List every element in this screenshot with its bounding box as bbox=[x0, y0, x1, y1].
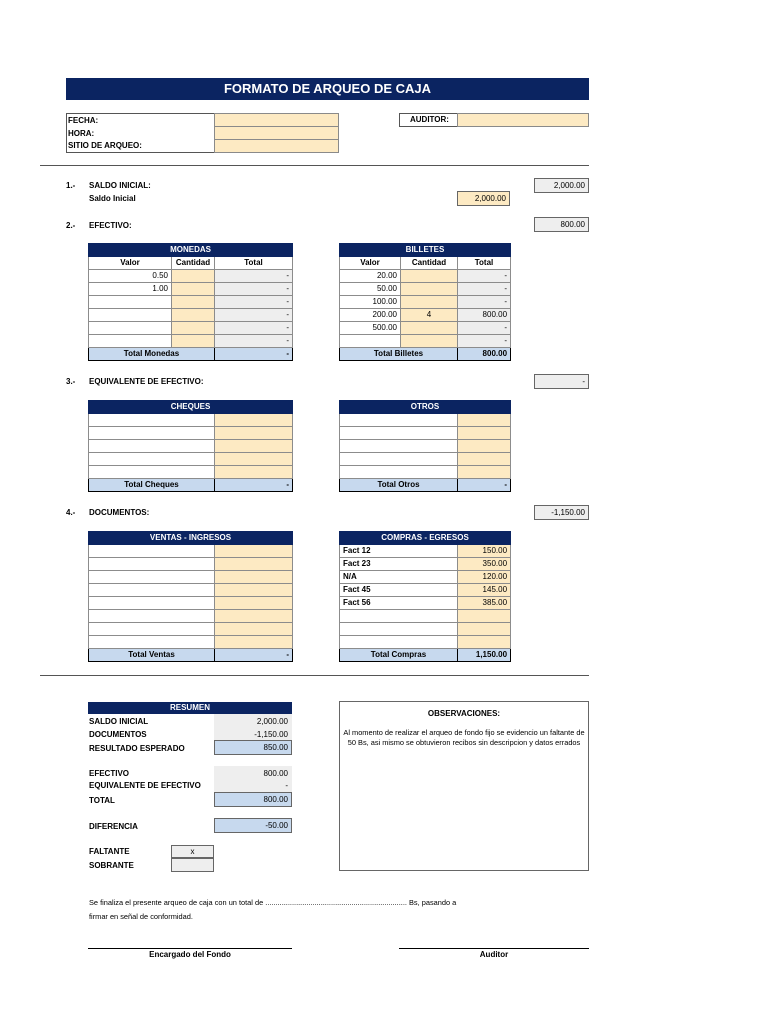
compra-desc[interactable]: Fact 45 bbox=[340, 584, 458, 597]
section-3-number: 3.- bbox=[66, 377, 76, 386]
billetes-cantidad-input[interactable] bbox=[401, 322, 458, 335]
compra-value[interactable] bbox=[458, 636, 511, 649]
venta-value-input[interactable] bbox=[215, 623, 293, 636]
table-row bbox=[340, 597, 511, 610]
otros-desc-input[interactable] bbox=[340, 427, 458, 440]
compra-value[interactable] bbox=[458, 623, 511, 636]
venta-value-input[interactable] bbox=[215, 636, 293, 649]
otros-desc-input[interactable] bbox=[340, 453, 458, 466]
cheque-desc-input[interactable] bbox=[89, 453, 215, 466]
footer-statement-line1: Se finaliza el presente arqueo de caja con un total de ..................................................................... Bs, pasando a bbox=[89, 898, 457, 907]
monedas-title: MONEDAS bbox=[89, 244, 293, 257]
otros-total-label: Total Otros bbox=[340, 479, 458, 492]
billetes-total: - bbox=[458, 335, 511, 348]
monedas-total: - bbox=[215, 322, 293, 335]
cheque-desc-input[interactable] bbox=[89, 440, 215, 453]
table-row bbox=[89, 427, 293, 440]
monedas-col-valor: Valor bbox=[89, 257, 172, 270]
sitio-label: SITIO DE ARQUEO: bbox=[68, 141, 142, 150]
observaciones-text[interactable]: Al momento de realizar el arqueo de fondo fijo se evidencio un faltante de 50 Bs, asi mismo se obtuvieron recibos sin descripcion y datos errados bbox=[343, 728, 585, 747]
section-1-total: 2,000.00 bbox=[534, 178, 589, 193]
ventas-title: VENTAS - INGRESOS bbox=[89, 532, 293, 545]
monedas-col-total: Total bbox=[215, 257, 293, 270]
resumen-doc-value: -1,150.00 bbox=[214, 727, 292, 742]
monedas-cantidad-input[interactable] bbox=[172, 283, 215, 296]
billetes-total-row bbox=[340, 348, 511, 361]
cheque-desc-input[interactable] bbox=[89, 414, 215, 427]
otros-desc-input[interactable] bbox=[340, 414, 458, 427]
divider-top bbox=[40, 165, 589, 166]
billetes-total: - bbox=[458, 296, 511, 309]
billetes-total-value: 800.00 bbox=[458, 348, 511, 361]
venta-value-input[interactable] bbox=[215, 545, 293, 558]
section-4-number: 4.- bbox=[66, 508, 76, 517]
cheque-desc-input[interactable] bbox=[89, 427, 215, 440]
billetes-col-valor: Valor bbox=[340, 257, 401, 270]
table-row bbox=[89, 584, 293, 597]
otros-value-input[interactable] bbox=[458, 414, 511, 427]
table-row bbox=[340, 283, 511, 296]
section-4-total: -1,150.00 bbox=[534, 505, 589, 520]
billetes-cantidad-input[interactable] bbox=[401, 296, 458, 309]
monedas-valor bbox=[89, 309, 172, 322]
signature-line-right bbox=[399, 948, 589, 949]
venta-desc-input[interactable] bbox=[89, 571, 215, 584]
table-row bbox=[89, 545, 293, 558]
table-row bbox=[89, 414, 293, 427]
monedas-cantidad-input[interactable] bbox=[172, 270, 215, 283]
resumen-esperado-label: RESULTADO ESPERADO bbox=[89, 744, 185, 753]
compras-title: COMPRAS - EGRESOS bbox=[340, 532, 511, 545]
resumen-doc-label: DOCUMENTOS bbox=[89, 730, 147, 739]
signature-line-left bbox=[88, 948, 292, 949]
table-row bbox=[340, 623, 511, 636]
cheques-total-label: Total Cheques bbox=[89, 479, 215, 492]
resumen-diferencia-label: DIFERENCIA bbox=[89, 822, 138, 831]
compra-desc[interactable]: Fact 56 bbox=[340, 597, 458, 610]
table-row bbox=[340, 545, 511, 558]
observaciones-box bbox=[339, 701, 589, 871]
billetes-cantidad-input[interactable] bbox=[401, 335, 458, 348]
billetes-valor: 20.00 bbox=[340, 270, 401, 283]
section-2-label: EFECTIVO: bbox=[89, 221, 132, 230]
table-row bbox=[89, 623, 293, 636]
section-1-number: 1.- bbox=[66, 181, 76, 190]
otros-value-input[interactable] bbox=[458, 466, 511, 479]
billetes-total: - bbox=[458, 270, 511, 283]
section-2-total: 800.00 bbox=[534, 217, 589, 232]
table-row bbox=[340, 636, 511, 649]
billetes-valor: 50.00 bbox=[340, 283, 401, 296]
table-row bbox=[340, 414, 511, 427]
table-row bbox=[340, 322, 511, 335]
cheque-value-input[interactable] bbox=[215, 427, 293, 440]
resumen-efectivo-value: 800.00 bbox=[214, 766, 292, 781]
venta-desc-input[interactable] bbox=[89, 584, 215, 597]
table-row bbox=[340, 453, 511, 466]
compra-desc[interactable] bbox=[340, 623, 458, 636]
cheques-table bbox=[88, 400, 293, 492]
section-1-label: SALDO INICIAL: bbox=[89, 181, 151, 190]
ventas-total-row bbox=[89, 649, 293, 662]
table-row bbox=[340, 270, 511, 283]
compra-desc[interactable]: N/A bbox=[340, 571, 458, 584]
monedas-total-row bbox=[89, 348, 293, 361]
compras-total-value: 1,150.00 bbox=[458, 649, 511, 662]
billetes-valor: 500.00 bbox=[340, 322, 401, 335]
hora-label: HORA: bbox=[68, 129, 95, 138]
compras-table bbox=[339, 531, 511, 662]
billetes-title: BILLETES bbox=[340, 244, 511, 257]
monedas-valor: 0.50 bbox=[89, 270, 172, 283]
resumen-efectivo-label: EFECTIVO bbox=[89, 769, 130, 778]
monedas-total: - bbox=[215, 270, 293, 283]
table-row bbox=[89, 453, 293, 466]
faltante-checkbox[interactable]: x bbox=[171, 845, 214, 858]
otros-desc-input[interactable] bbox=[340, 466, 458, 479]
billetes-valor: 100.00 bbox=[340, 296, 401, 309]
section-4-label: DOCUMENTOS: bbox=[89, 508, 150, 517]
compra-value[interactable]: 350.00 bbox=[458, 558, 511, 571]
billetes-total: - bbox=[458, 283, 511, 296]
resumen-equiv-label: EQUIVALENTE DE EFECTIVO bbox=[89, 781, 201, 790]
auditor-label-box: AUDITOR: bbox=[399, 113, 458, 127]
compra-desc[interactable]: Fact 23 bbox=[340, 558, 458, 571]
otros-table bbox=[339, 400, 511, 492]
table-row bbox=[89, 283, 293, 296]
table-row bbox=[89, 296, 293, 309]
venta-desc-input[interactable] bbox=[89, 623, 215, 636]
auditor-field[interactable] bbox=[457, 113, 589, 127]
table-row bbox=[340, 296, 511, 309]
compra-value[interactable]: 120.00 bbox=[458, 571, 511, 584]
table-row bbox=[340, 466, 511, 479]
compra-value[interactable] bbox=[458, 610, 511, 623]
table-row bbox=[340, 335, 511, 348]
compra-desc[interactable] bbox=[340, 636, 458, 649]
ventas-total-value: - bbox=[215, 649, 293, 662]
compra-desc[interactable] bbox=[340, 610, 458, 623]
billetes-valor: 200.00 bbox=[340, 309, 401, 322]
cheques-total-value: - bbox=[215, 479, 293, 492]
billetes-total: 800.00 bbox=[458, 309, 511, 322]
monedas-total: - bbox=[215, 283, 293, 296]
cheques-title: CHEQUES bbox=[89, 401, 293, 414]
compra-desc[interactable]: Fact 12 bbox=[340, 545, 458, 558]
monedas-valor bbox=[89, 322, 172, 335]
billetes-total-label: Total Billetes bbox=[340, 348, 458, 361]
section-2-number: 2.- bbox=[66, 221, 76, 230]
billetes-total: - bbox=[458, 322, 511, 335]
otros-total-value: - bbox=[458, 479, 511, 492]
signature-label-left: Encargado del Fondo bbox=[149, 950, 231, 959]
table-row bbox=[89, 309, 293, 322]
compras-total-label: Total Compras bbox=[340, 649, 458, 662]
monedas-total-value: - bbox=[215, 348, 293, 361]
table-row bbox=[89, 270, 293, 283]
fecha-field[interactable] bbox=[214, 113, 339, 127]
ventas-table bbox=[88, 531, 293, 662]
otros-value-input[interactable] bbox=[458, 440, 511, 453]
hora-field[interactable] bbox=[214, 126, 339, 140]
sobrante-checkbox[interactable] bbox=[171, 858, 214, 872]
table-row bbox=[89, 558, 293, 571]
compras-total-row bbox=[340, 649, 511, 662]
cheque-desc-input[interactable] bbox=[89, 466, 215, 479]
venta-value-input[interactable] bbox=[215, 558, 293, 571]
table-row bbox=[89, 571, 293, 584]
monedas-col-cantidad: Cantidad bbox=[172, 257, 215, 270]
resumen-title: RESUMEN bbox=[88, 702, 292, 714]
table-row bbox=[340, 427, 511, 440]
billetes-valor bbox=[340, 335, 401, 348]
resumen-total-label: TOTAL bbox=[89, 796, 115, 805]
venta-desc-input[interactable] bbox=[89, 610, 215, 623]
venta-desc-input[interactable] bbox=[89, 636, 215, 649]
table-row bbox=[89, 597, 293, 610]
saldo-inicial-sub-label: Saldo Inicial bbox=[89, 194, 136, 203]
footer-statement-line2: firmar en señal de conformidad. bbox=[89, 912, 193, 921]
billetes-col-cantidad: Cantidad bbox=[401, 257, 458, 270]
resumen-diferencia-value: -50.00 bbox=[214, 818, 292, 833]
saldo-inicial-input[interactable]: 2,000.00 bbox=[457, 191, 510, 206]
billetes-cantidad-input[interactable] bbox=[401, 283, 458, 296]
billetes-cantidad-input[interactable]: 4 bbox=[401, 309, 458, 322]
section-3-label: EQUIVALENTE DE EFECTIVO: bbox=[89, 377, 204, 386]
cheques-total-row bbox=[89, 479, 293, 492]
compra-value[interactable]: 385.00 bbox=[458, 597, 511, 610]
table-row bbox=[89, 610, 293, 623]
otros-value-input[interactable] bbox=[458, 427, 511, 440]
resumen-total-value: 800.00 bbox=[214, 792, 292, 807]
sitio-field[interactable] bbox=[214, 139, 339, 153]
table-row bbox=[89, 636, 293, 649]
venta-desc-input[interactable] bbox=[89, 558, 215, 571]
monedas-total-label: Total Monedas bbox=[89, 348, 215, 361]
cheque-value-input[interactable] bbox=[215, 414, 293, 427]
table-row bbox=[340, 610, 511, 623]
billetes-cantidad-input[interactable] bbox=[401, 270, 458, 283]
cheque-value-input[interactable] bbox=[215, 453, 293, 466]
compra-value[interactable]: 150.00 bbox=[458, 545, 511, 558]
table-row bbox=[89, 466, 293, 479]
cheque-value-input[interactable] bbox=[215, 466, 293, 479]
monedas-cantidad-input[interactable] bbox=[172, 296, 215, 309]
faltante-label: FALTANTE bbox=[89, 847, 130, 856]
otros-desc-input[interactable] bbox=[340, 440, 458, 453]
monedas-total: - bbox=[215, 335, 293, 348]
otros-total-row bbox=[340, 479, 511, 492]
monedas-cantidad-input[interactable] bbox=[172, 335, 215, 348]
otros-title: OTROS bbox=[340, 401, 511, 414]
venta-value-input[interactable] bbox=[215, 610, 293, 623]
venta-value-input[interactable] bbox=[215, 584, 293, 597]
fecha-label: FECHA: bbox=[68, 116, 99, 125]
page-title: FORMATO DE ARQUEO DE CAJA bbox=[66, 78, 589, 100]
cheque-value-input[interactable] bbox=[215, 440, 293, 453]
monedas-table bbox=[88, 243, 293, 361]
ventas-total-label: Total Ventas bbox=[89, 649, 215, 662]
table-row bbox=[340, 440, 511, 453]
sobrante-label: SOBRANTE bbox=[89, 861, 134, 870]
signature-label-right: Auditor bbox=[479, 950, 509, 959]
resumen-saldo-label: SALDO INICIAL bbox=[89, 717, 149, 726]
venta-desc-input[interactable] bbox=[89, 545, 215, 558]
monedas-cantidad-input[interactable] bbox=[172, 309, 215, 322]
monedas-total: - bbox=[215, 296, 293, 309]
table-row bbox=[340, 571, 511, 584]
venta-value-input[interactable] bbox=[215, 597, 293, 610]
otros-value-input[interactable] bbox=[458, 453, 511, 466]
table-row bbox=[340, 558, 511, 571]
monedas-valor: 1.00 bbox=[89, 283, 172, 296]
venta-desc-input[interactable] bbox=[89, 597, 215, 610]
monedas-total: - bbox=[215, 309, 293, 322]
table-row bbox=[340, 309, 511, 322]
billetes-col-total: Total bbox=[458, 257, 511, 270]
section-3-total: - bbox=[534, 374, 589, 389]
monedas-valor bbox=[89, 296, 172, 309]
compra-value[interactable]: 145.00 bbox=[458, 584, 511, 597]
observaciones-title: OBSERVACIONES: bbox=[427, 709, 501, 718]
resumen-saldo-value: 2,000.00 bbox=[214, 714, 292, 729]
table-row bbox=[89, 440, 293, 453]
table-row bbox=[89, 322, 293, 335]
table-row bbox=[89, 335, 293, 348]
venta-value-input[interactable] bbox=[215, 571, 293, 584]
table-row bbox=[340, 584, 511, 597]
billetes-table bbox=[339, 243, 511, 361]
monedas-cantidad-input[interactable] bbox=[172, 322, 215, 335]
divider-bottom bbox=[40, 675, 589, 676]
resumen-esperado-value: 850.00 bbox=[214, 740, 292, 755]
resumen-equiv-value: - bbox=[214, 778, 292, 793]
monedas-valor bbox=[89, 335, 172, 348]
